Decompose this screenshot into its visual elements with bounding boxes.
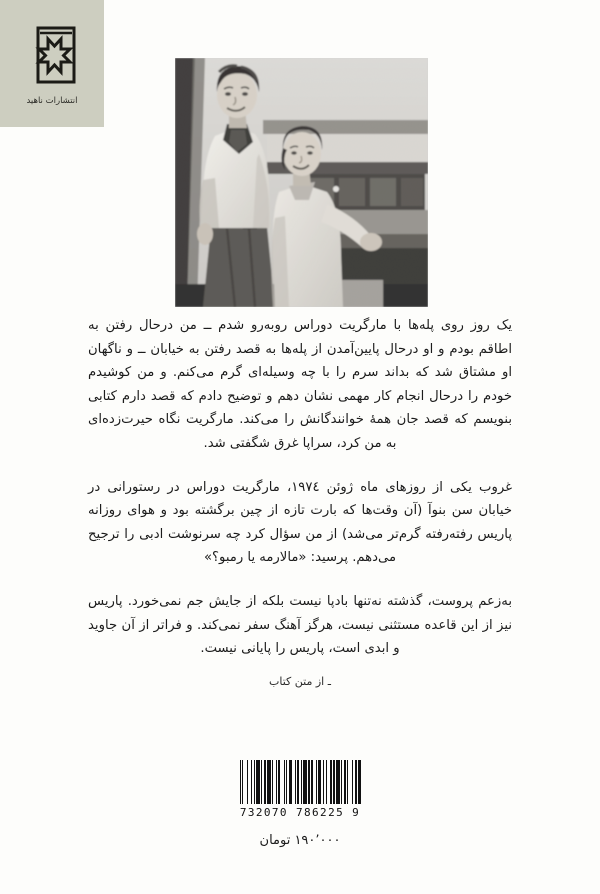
publisher-name: انتشارات ناهید [26, 96, 78, 106]
blurb-attribution: ـ از متن کتاب [269, 674, 331, 688]
barcode [0, 760, 600, 819]
eight-pointed-star-in-book-icon [26, 22, 80, 88]
cover-photograph [175, 58, 428, 307]
barcode-digits: 9 786225 732070 [239, 806, 361, 819]
blurb-paragraph: غروب یکی از روزهای ماه ژوئن ۱۹۷٤، مارگریت دوراس در رستورانی در خیابان سن بنوآ (آن وقت‌ها که بارت تازه از چین برگشته بود و هوای روزانه پاریس رفته‌رفته گرم‌تر می‌شد) از من سؤال کرد چه سرنوشت ادبی را ترجیح می‌دهم. پرسید: «مالارمه یا رمبو؟» [88, 479, 512, 566]
price-label: ۱۹۰٬۰۰۰ تومان [259, 833, 341, 848]
blurb-paragraph: به‌زعم پروست، گذشته نه‌تنها بادپا نیست بلکه از جایش جم نمی‌خورد. پاریس نیز از این قاعده مستثنی نیست، هرگز آهنگ سفر نمی‌کند. و فراتر از آن جاوید و ابدی است، پاریس را پایانی نیست. [88, 593, 512, 657]
publisher-logo-patch [0, 0, 104, 127]
back-cover-blurb [88, 314, 512, 688]
blurb-paragraph: یک روز روی پله‌ها با مارگریت دوراس روبه‌رو شدم ــ من درحال رفتن به اطاقم بودم و او درحال پایین‌آمدن از پله‌ها به قصد رفتن به خیابان ــ و ناگهان او مشتاق شد که بداند سرم را با چه وسیله‌ای گرم می‌کنم. و من کوشیدم خودم را درحال انجام کار مهمی نشان دهم و توضیح دادم که قصد دارم کتابی بنویسم که قصد جان همهٔ خوانندگانش را می‌کند. مارگریت نگاه حیرت‌زده‌ای به من کرد، سراپا غرق شگفتی شد. [88, 318, 512, 451]
barcode-bars [239, 760, 362, 804]
